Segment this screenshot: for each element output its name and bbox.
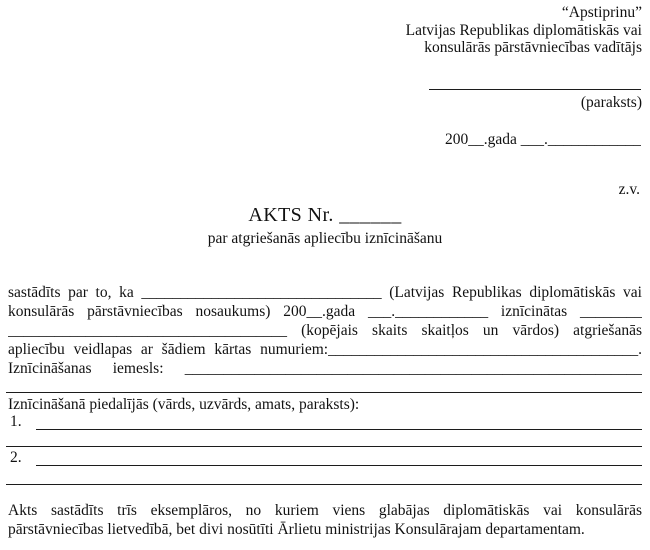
reason-continuation-blank-line: [6, 392, 642, 393]
approval-quote: “Apstiprinu”: [561, 4, 642, 21]
body-line: apliecību veidlapas ar šādiem kārtas numuriem:________________________________________.: [8, 341, 642, 358]
participant-number: 2.: [10, 449, 22, 466]
document-title: AKTS Nr. ______: [248, 204, 402, 226]
date-blank-field: 200__.gada ___.____________: [445, 131, 641, 148]
closing-paragraph: [8, 501, 642, 539]
approval-block: [330, 4, 642, 57]
body-line: Iznīcināšanas iemesls: ___________________________________________________________: [8, 360, 642, 377]
approval-authority-line-1: Latvijas Republikas diplomātiskās vai: [405, 21, 642, 39]
document-subtitle: par atgriešanās apliecību iznīcināšanu: [207, 230, 443, 247]
participant-blank-line: [36, 465, 642, 466]
signature-blank-line: [429, 89, 641, 90]
closing-line: pārstāvniecības lietvedībā, bet divi nosūtīti Ārlietu ministrijas Konsulārajam departamentam.: [8, 521, 585, 538]
body-paragraph: [8, 283, 642, 378]
participant-row: [10, 413, 642, 430]
approval-authority-line-2: konsulārās pārstāvniecības vadītājs: [424, 39, 642, 56]
participant-continuation-blank-line: [6, 484, 642, 485]
seal-abbreviation: z.v.: [618, 181, 640, 198]
participant-continuation-blank-line: [6, 446, 642, 447]
body-line: konsulārās pārstāvniecības nosaukums) 200__.gada ___.____________ iznīcinātas ________: [8, 303, 642, 320]
body-line: ____________________________________ (kopējais skaits skaitļos un vārdos) atgriešanās: [8, 322, 642, 339]
signature-caption: (paraksts): [580, 94, 642, 111]
body-line: sastādīts par to, ka _______________________________ (Latvijas Republikas diplomātiskās vai: [8, 284, 642, 301]
participant-row: [10, 449, 642, 466]
closing-line: Akts sastādīts trīs eksemplāros, no kuriem viens glabājas diplomātiskās vai konsulārās: [8, 502, 642, 519]
participants-heading: Iznīcināšanā piedalījās (vārds, uzvārds, amats, paraksts):: [8, 396, 360, 413]
participant-blank-line: [36, 429, 642, 430]
participant-number: 1.: [10, 413, 22, 430]
